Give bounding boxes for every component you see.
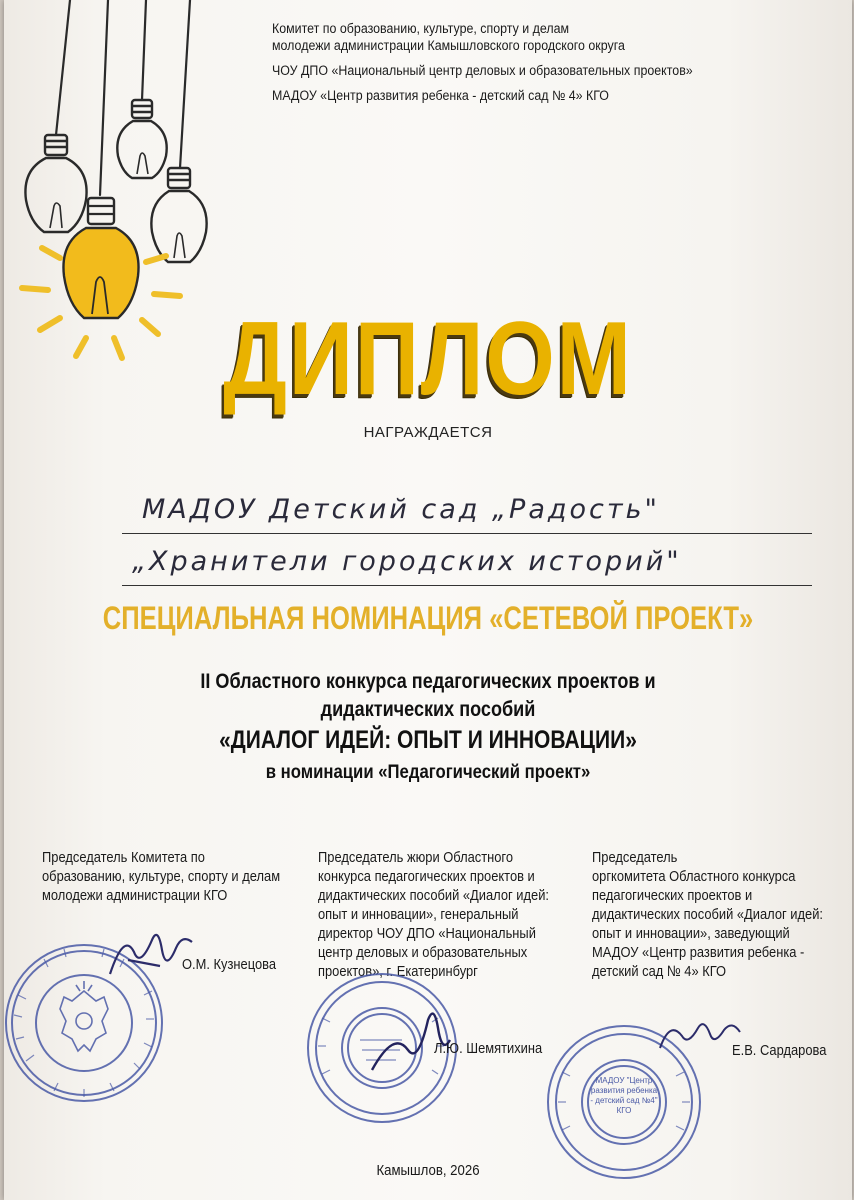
org-line: молодежи администрации Камышловского городского округа [272, 38, 625, 53]
contest-line: II Областного конкурса педагогических проектов и [200, 670, 656, 693]
awarded-label: НАГРАЖДАЕТСЯ [363, 424, 493, 441]
signatory-title-line: дидактических пособий «Диалог идей: [318, 887, 550, 904]
signatory-title-line: опыт и инновации», заведующий [592, 925, 790, 942]
signatory-title-line: Председатель Комитета по [42, 849, 205, 866]
issuing-organizations [272, 20, 832, 104]
signatory-title-line: конкурса педагогических проектов и [318, 868, 535, 885]
diploma-sheet [4, 0, 852, 1200]
lightbulb-icon [25, 135, 86, 232]
diploma-title: ДИПЛОМ [223, 301, 633, 417]
signatory-title-line: молодежи администрации КГО [42, 887, 228, 904]
signature-scribble [100, 920, 200, 990]
signatory-title-line: детский сад № 4» КГО [592, 963, 727, 980]
signatory-title-line: образованию, культуре, спорту и делам [42, 868, 281, 885]
signatory-title-line: Председатель [592, 849, 678, 866]
contest-title: «ДИАЛОГ ИДЕЙ: ОПЫТ И ИННОВАЦИИ» [219, 726, 637, 754]
signatory-name: Е.В. Сардарова [732, 1042, 827, 1059]
signatory-committee-chair [42, 848, 300, 905]
signatory-title-line: проектов», г. Екатеринбург [318, 963, 478, 980]
signatory-title-line: дидактических пособий «Диалог идей: [592, 906, 824, 923]
lightbulb-icon [151, 168, 206, 262]
contest-description [4, 668, 852, 788]
signatory-title-line: Председатель жюри Областного [318, 849, 514, 866]
signatory-name: Л.Ю. Шемятихина [434, 1040, 543, 1057]
signatory-orgcommittee-chair [592, 848, 841, 981]
signatory-title-line: педагогических проектов и [592, 887, 753, 904]
signatory-title-line: МАДОУ «Центр развития ребенка - [592, 944, 805, 961]
org-line: Комитет по образованию, культуре, спорту и делам [272, 21, 570, 36]
signatory-title-line: опыт и инновации», генеральный [318, 906, 519, 923]
signatory-title-line: директор ЧОУ ДПО «Национальный [318, 925, 536, 942]
recipient-name: МАДОУ Детский сад „Радость" [122, 494, 812, 534]
signature-scribble [654, 1014, 744, 1058]
signatory-title-line: оргкомитета Областного конкурса [592, 868, 796, 885]
signatory-jury-chair [318, 848, 567, 981]
contest-line: дидактических пособий [320, 698, 536, 721]
lightbulb-icon [117, 100, 166, 178]
contest-nomination: в номинации «Педагогический проект» [265, 762, 591, 783]
signatory-name: О.М. Кузнецова [182, 956, 277, 973]
project-name: „Хранители городских историй" [122, 546, 812, 586]
org-line: ЧОУ ДПО «Национальный центр деловых и образовательных проектов» [272, 63, 693, 78]
signatory-title-line: центр деловых и образовательных [318, 944, 528, 961]
org-line: МАДОУ «Центр развития ребенка - детский сад № 4» КГО [272, 88, 609, 103]
stamp-center-text: МАДОУ "Центр развития ребенка - детский сад №4" КГО [590, 1076, 658, 1115]
place-and-year: Камышлов, 2026 [376, 1162, 480, 1179]
special-nomination: СПЕЦИАЛЬНАЯ НОМИНАЦИЯ «СЕТЕВОЙ ПРОЕКТ» [102, 600, 754, 636]
coat-of-arms-icon [60, 981, 108, 1051]
